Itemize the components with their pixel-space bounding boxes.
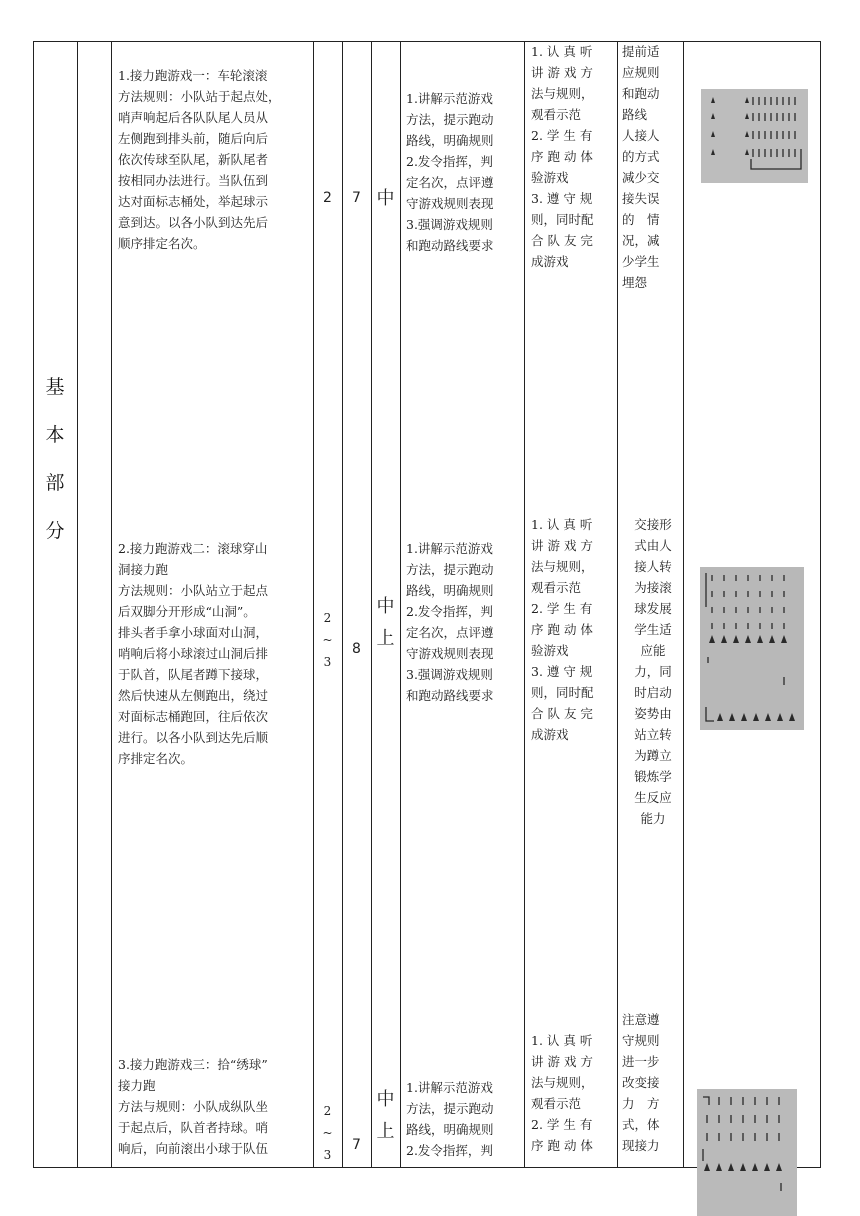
row1-purpose: 提前适 应规则 和跑动 路线 人接人 的方式 减少交 接失误 的 情 况，减 少学生 埋怨 — [622, 44, 660, 290]
row3-content: 3.接力跑游戏三：拾“绣球” 接力跑 方法与规则：小队成纵队坐 于起点后，队首者持球。哨 响后，向前滚出小球于队伍 — [118, 1057, 269, 1156]
section-label: 基 本 部 分 — [45, 376, 65, 542]
row1-student-activity: 1. 认 真 听 讲 游 戏 方 法与规则， 观看示范 2. 学 生 有 序 跑 动 体 验游戏 3. 遵 守 规 则，同时配 合 队 友 完 成游戏 — [531, 44, 594, 269]
row3-intensity: 中 上 — [376, 1089, 395, 1142]
formation-diagram-image-1 — [701, 89, 808, 183]
row2-minutes: 8 — [352, 641, 361, 657]
row3-times: 2 ~ 3 — [322, 1104, 333, 1162]
row3-purpose: 注意遵 守规则 进一步 改变接 力 方 式，体 现接力 — [622, 1012, 660, 1153]
row1-content: 1.接力跑游戏一：车轮滚滚 方法规则：小队站于起点处， 哨声响起后各队队尾人员从 左侧跑到排头前，随后向后 依次传球至队尾，新队尾者 按相同办法进行。当队伍到 达对面标志桶处，举起球示 意到达。以各小队到达先后 顺序排定名次。 — [118, 68, 281, 251]
row3-teacher-activity: 1.讲解示范游戏 方法，提示跑动 路线，明确规则 2.发令指挥，判 — [406, 1080, 494, 1158]
row2-student-activity: 1. 认 真 听 讲 游 戏 方 法与规则， 观看示范 2. 学 生 有 序 跑 动 体 验游戏 3. 遵 守 规 则，同时配 合 队 友 完 成游戏 — [531, 517, 594, 742]
row3-minutes: 7 — [352, 1137, 361, 1153]
row1-minutes: 7 — [352, 190, 361, 206]
formation-diagram-image-2 — [700, 567, 804, 730]
row1-times: 2 — [323, 190, 332, 206]
row3-student-activity: 1. 认 真 听 讲 游 戏 方 法与规则， 观看示范 2. 学 生 有 序 跑 动 体 — [531, 1033, 594, 1153]
row2-times: 2 ~ 3 — [322, 611, 333, 669]
formation-diagram-image-3 — [697, 1089, 797, 1216]
row2-intensity: 中 上 — [376, 596, 395, 649]
row2-purpose: 交接形 式由人 接人转 为接滚 球发展 学生适 应能 力，同 时启动 姿势由 站立转 为蹲立 锻炼学 生反应 能力 — [634, 517, 672, 826]
row1-teacher-activity: 1.讲解示范游戏 方法，提示跑动 路线，明确规则 2.发令指挥，判 定名次，点评遵 守游戏规则表现 3.强调游戏规则 和跑动路线要求 — [406, 91, 494, 253]
row2-content: 2.接力跑游戏二：滚球穿山 洞接力跑 方法规则：小队站立于起点 后双脚分开形成“山洞”。 排头者手拿小球面对山洞， 哨响后将小球滚过山洞后排 于队首，队尾者蹲下接球， 然后快速从左侧跑出，绕过 对面标志桶跑回，往后依次 进行。以各小队到达先后顺 序排定名次。 — [118, 541, 269, 766]
row2-teacher-activity: 1.讲解示范游戏 方法，提示跑动 路线，明确规则 2.发令指挥，判 定名次，点评遵 守游戏规则表现 3.强调游戏规则 和跑动路线要求 — [406, 541, 494, 703]
row1-intensity: 中 — [376, 188, 395, 209]
